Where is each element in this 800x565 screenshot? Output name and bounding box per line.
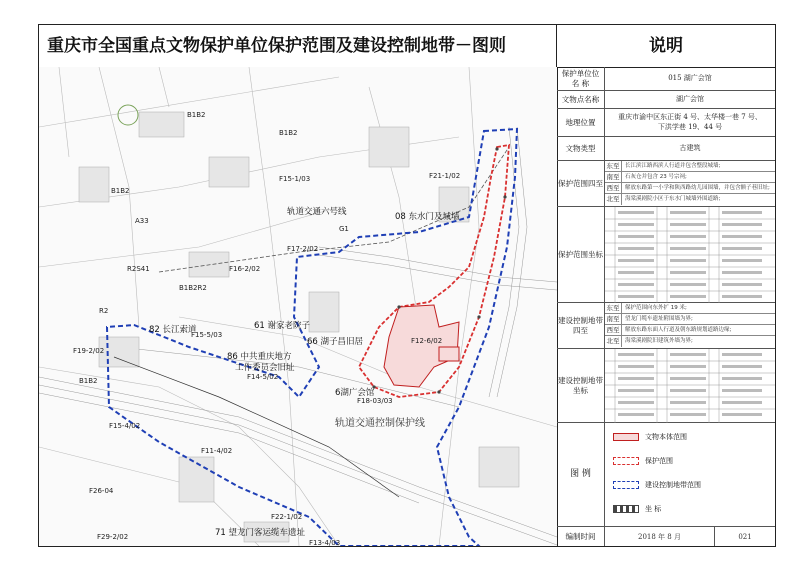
control-north: 北至 海棠溪剧院旧建筑外墙为界; bbox=[606, 337, 693, 345]
unit-label: 保护单位位 名 称 bbox=[557, 67, 605, 90]
legend-coord-swatch bbox=[613, 505, 639, 513]
type-row bbox=[557, 137, 775, 161]
label-xiejia: 61 谢家老院子 bbox=[254, 321, 311, 331]
protect-coord-label: 保护范围坐标 bbox=[557, 207, 605, 302]
map-label-f15c: F15-4/02 bbox=[109, 422, 141, 430]
site-value: 湖广会馆 bbox=[676, 94, 704, 103]
map-label-f17: F17-2/02 bbox=[287, 245, 319, 253]
location-row bbox=[557, 109, 775, 137]
map-label-f26: F26-04 bbox=[89, 487, 114, 495]
map-label-r2: R2 bbox=[99, 307, 109, 315]
control-south: 南至 望龙门缆车遗址附围墙为界; bbox=[605, 314, 775, 325]
label-wanglongmen: 71 望龙门客运缆车遗址 bbox=[215, 528, 306, 538]
map-label-f29: F29-2/02 bbox=[97, 533, 129, 541]
map-label-f15: F15-1/03 bbox=[279, 175, 311, 183]
unit-value: 015 湖广会馆 bbox=[668, 73, 712, 82]
map-panel[interactable] bbox=[39, 67, 558, 546]
protect-range-label: 保护范围四至 bbox=[557, 161, 605, 206]
site-label: 文物点名称 bbox=[557, 91, 605, 108]
label-cpc: 86 中共重庆地方 bbox=[227, 352, 292, 362]
legend-control-swatch bbox=[613, 481, 639, 489]
label-huguang: 6湖广会馆 bbox=[335, 388, 375, 398]
protect-north: 北至 海棠溪剧院小区于东水门城墙外围道路; bbox=[606, 195, 721, 203]
map-label-f16: F16-2/02 bbox=[229, 265, 261, 273]
map-label-f22: F22-1/02 bbox=[271, 513, 303, 521]
tree-symbol bbox=[118, 105, 138, 125]
description-panel bbox=[557, 67, 775, 546]
control-west: 西至 解放东路东面人行道及朝东路规划道路边缘; bbox=[605, 325, 775, 336]
protect-west: 西至 解放东路第一小学和陕西路幼儿园围墙，并包含额子巷旧址; bbox=[605, 183, 775, 194]
map-label-f11: F11-4/02 bbox=[201, 447, 233, 455]
date-row bbox=[557, 527, 775, 546]
date-value: 2018 年 8 月 bbox=[605, 527, 715, 546]
map-canvas bbox=[39, 67, 557, 546]
protect-coord-row bbox=[557, 207, 775, 303]
control-coord-table bbox=[605, 349, 775, 423]
protect-range-row bbox=[557, 161, 775, 207]
label-cpc2: 工作委员会旧址 bbox=[235, 363, 295, 373]
location-label: 地理位置 bbox=[557, 109, 605, 136]
map-label-r2s41: R2S41 bbox=[127, 265, 150, 273]
map-label-g1: G1 bbox=[339, 225, 349, 233]
label-metro-zone: 轨道交通控制保护线 bbox=[335, 418, 425, 429]
map-label-b1b2r2: B1B2R2 bbox=[179, 284, 207, 292]
legend-label: 图 例 bbox=[557, 423, 605, 526]
unit-row bbox=[557, 67, 775, 91]
drawing-sheet bbox=[38, 24, 776, 547]
control-coord-row bbox=[557, 349, 775, 423]
heritage-body bbox=[384, 305, 459, 387]
map-label-f19: F19-2/02 bbox=[73, 347, 105, 355]
control-coord-label: 建设控制地带坐标 bbox=[557, 349, 605, 422]
legend-row: 图 例 文物本体范围 保护范围 建设控制地带范围 坐 标 bbox=[557, 423, 775, 527]
protect-coord-table bbox=[605, 207, 775, 303]
protect-east: 东至 长江滨江路西滨人行道并包含整段城墙; bbox=[605, 161, 775, 172]
map-label-b1b2-c: B1B2 bbox=[111, 187, 130, 195]
map-label-f18: F18-03/03 bbox=[357, 397, 393, 405]
map-label-f12: F12-6/02 bbox=[411, 337, 443, 345]
side-title: 说明 bbox=[649, 36, 683, 56]
type-label: 文物类型 bbox=[557, 137, 605, 160]
page-number: 021 bbox=[738, 532, 752, 541]
control-east: 东至 保护范围向东外扩 19 米; bbox=[605, 303, 775, 314]
label-metro6: 轨道交通六号线 bbox=[287, 207, 347, 217]
label-changjiang: 82 长江索道 bbox=[149, 325, 197, 335]
label-yuzi: 66 湖子昌旧居 bbox=[307, 337, 364, 347]
legend-protect-swatch bbox=[613, 457, 639, 465]
map-label-b1b2b: B1B2 bbox=[79, 377, 98, 385]
page-title: 重庆市全国重点文物保护单位保护范围及建设控制地带－图则 bbox=[39, 25, 557, 67]
map-label-f15b: F15-5/03 bbox=[191, 331, 223, 339]
title-row bbox=[39, 25, 775, 68]
map-label-b1b2-b: B1B2 bbox=[279, 129, 298, 137]
map-label-a33: A33 bbox=[135, 217, 149, 225]
label-dongshuimen: 08 东水门及城墙 bbox=[395, 212, 460, 222]
control-range-label: 建设控制地带四至 bbox=[557, 303, 605, 348]
map-label-f21: F21-1/02 bbox=[429, 172, 461, 180]
type-value: 古建筑 bbox=[679, 143, 701, 152]
date-label: 编制时间 bbox=[557, 527, 605, 546]
control-range-row bbox=[557, 303, 775, 349]
site-row bbox=[557, 91, 775, 109]
map-label-b1b2-a: B1B2 bbox=[187, 111, 206, 119]
map-label-f14: F14-5/02 bbox=[247, 373, 279, 381]
location-value: 重庆市渝中区东正街 4 号、太华楼一巷 7 号、下洪学巷 19、44 号 bbox=[618, 113, 762, 131]
map-label-f13: F13-4/03 bbox=[309, 539, 341, 546]
legend-heritage-swatch bbox=[613, 433, 639, 441]
protect-south: 南至 石灰仓并包含 23 号宗祠; bbox=[605, 172, 775, 183]
